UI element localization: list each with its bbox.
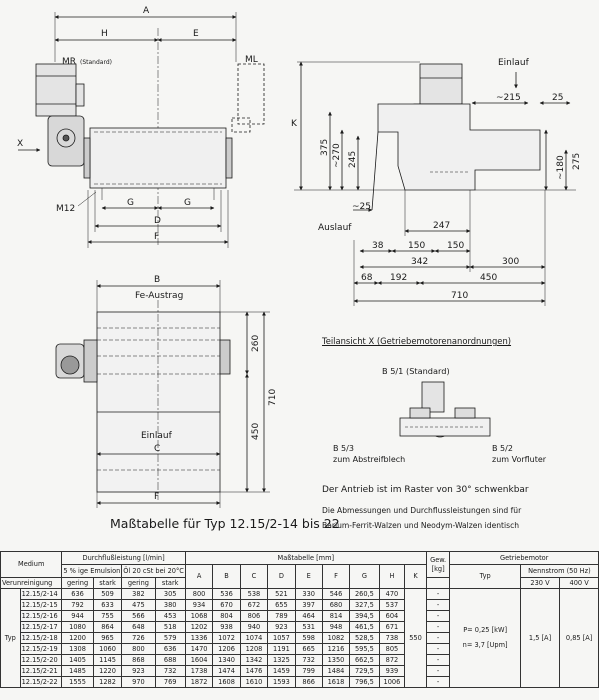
dim-300: 300 <box>502 257 520 267</box>
label-auslauf: Auslauf <box>318 223 352 233</box>
cell-e-g: 792 <box>62 600 93 611</box>
dim-F-top: F <box>154 492 160 502</box>
table-header-row-2 <box>1 565 599 578</box>
cell-o-g: 868 <box>122 655 155 666</box>
note-dims-line1: Die Abmessungen und Durchflussleistungen sind für <box>322 506 522 515</box>
cell-h: 939 <box>379 666 405 677</box>
header-col-A: A <box>185 565 212 589</box>
cell-e: 598 <box>295 633 322 644</box>
cell-f: 680 <box>322 600 349 611</box>
cell-medium: 12.15/2-14 <box>20 589 62 600</box>
cell-medium: 12.15/2-17 <box>20 622 62 633</box>
label-einlauf-top: Einlauf <box>141 431 172 441</box>
cell-a: 1470 <box>185 644 212 655</box>
cell-medium: 12.15/2-22 <box>20 677 62 688</box>
cell-e-s: 1220 <box>93 666 122 677</box>
cell-gew: - <box>426 611 450 622</box>
label-b52 <box>492 443 546 465</box>
cell-d: 1593 <box>268 677 295 688</box>
cell-c: 1342 <box>240 655 267 666</box>
side-view <box>294 62 576 306</box>
cell-g: 662,5 <box>350 655 379 666</box>
cell-medium: 12.15/2-16 <box>20 611 62 622</box>
cell-d: 1057 <box>268 633 295 644</box>
dim-25-bottom: ~25 <box>352 202 371 212</box>
cell-amp-400: 0,85 [A] <box>560 589 599 688</box>
dim-270: ~270 <box>332 143 342 168</box>
top-view <box>56 280 270 508</box>
cell-e-g: 1080 <box>62 622 93 633</box>
motor-speed: n= 3,7 [Upm] <box>462 641 508 649</box>
label-b52-code: B 5/2 <box>492 444 513 453</box>
cell-a: 934 <box>185 600 212 611</box>
typ-label: Typ <box>1 589 21 688</box>
dim-68: 68 <box>361 273 373 283</box>
header-col-E: E <box>295 565 322 589</box>
label-b51: B 5/1 (Standard) <box>382 366 450 376</box>
cell-h: 738 <box>379 633 405 644</box>
header-400v: 400 V <box>560 578 599 589</box>
cell-medium: 12.15/2-21 <box>20 666 62 677</box>
header-nennstrom: Nennstrom (50 Hz) <box>520 565 598 578</box>
cell-o-s: 636 <box>155 644 185 655</box>
cell-b: 670 <box>213 600 240 611</box>
header-col-B: B <box>213 565 240 589</box>
cell-c: 806 <box>240 611 267 622</box>
dim-H: H <box>101 29 108 39</box>
cell-g: 327,5 <box>350 600 379 611</box>
header-gew-unit: [kg] <box>431 564 445 573</box>
cell-e: 330 <box>295 589 322 600</box>
cell-e-g: 1555 <box>62 677 93 688</box>
dim-D: D <box>154 216 161 226</box>
partial-view-title: Teilansicht X (Getriebemotorenanordnungen) <box>322 336 512 346</box>
cell-g: 394,5 <box>350 611 379 622</box>
header-medium: Medium <box>1 552 62 578</box>
header-col-F: F <box>322 565 349 589</box>
header-col-C: C <box>240 565 267 589</box>
cell-d: 1191 <box>268 644 295 655</box>
cell-b: 804 <box>213 611 240 622</box>
dim-C: C <box>154 444 161 454</box>
cell-d: 655 <box>268 600 295 611</box>
cell-o-g: 800 <box>122 644 155 655</box>
cell-o-g: 970 <box>122 677 155 688</box>
cell-g: 461,5 <box>350 622 379 633</box>
dim-150-a: 150 <box>408 241 426 251</box>
header-oel-stark: stark <box>155 578 185 589</box>
cell-c: 1610 <box>240 677 267 688</box>
cell-g: 595,5 <box>350 644 379 655</box>
cell-e-g: 1200 <box>62 633 93 644</box>
cell-a: 1336 <box>185 633 212 644</box>
dim-245: 245 <box>348 150 358 168</box>
cell-motor-type <box>450 589 520 688</box>
cell-h: 470 <box>379 589 405 600</box>
dim-B: B <box>154 275 161 285</box>
dim-180: ~180 <box>556 155 566 180</box>
cell-o-s: 380 <box>155 600 185 611</box>
cell-gew: - <box>426 589 450 600</box>
cell-e-g: 1485 <box>62 666 93 677</box>
cell-h: 872 <box>379 655 405 666</box>
cell-b: 1340 <box>213 655 240 666</box>
header-230v: 230 V <box>520 578 559 589</box>
cell-e-s: 1282 <box>93 677 122 688</box>
cell-d: 1459 <box>268 666 295 677</box>
cell-o-g: 475 <box>122 600 155 611</box>
cell-g: 528,5 <box>350 633 379 644</box>
cell-e: 799 <box>295 666 322 677</box>
cell-e-g: 944 <box>62 611 93 622</box>
cell-b: 1072 <box>213 633 240 644</box>
cell-g: 796,5 <box>350 677 379 688</box>
header-masstabelle: Maßtabelle [mm] <box>185 552 426 565</box>
cell-d: 521 <box>268 589 295 600</box>
dim-260: 260 <box>251 334 261 352</box>
table-row <box>1 589 599 600</box>
cell-medium: 12.15/2-18 <box>20 633 62 644</box>
cell-o-s: 732 <box>155 666 185 677</box>
cell-f: 1216 <box>322 644 349 655</box>
dimension-table <box>0 551 599 688</box>
header-emulsion: 5 % ige Emulsion <box>62 565 122 578</box>
header-gew-label: Gew. <box>430 555 447 564</box>
note-rotation: Der Antrieb ist im Raster von 30° schwenkbar <box>322 485 529 495</box>
cell-e: 397 <box>295 600 322 611</box>
note-dims-line2: Barium-Ferrit-Walzen und Neodym-Walzen identisch <box>322 521 520 530</box>
header-emul-gering: gering <box>62 578 93 589</box>
cell-o-g: 923 <box>122 666 155 677</box>
cell-f: 546 <box>322 589 349 600</box>
cell-e-s: 965 <box>93 633 122 644</box>
cell-f: 1082 <box>322 633 349 644</box>
dim-38: 38 <box>372 241 384 251</box>
cell-a: 1202 <box>185 622 212 633</box>
header-oel: Öl 20 cSt bei 20°C <box>122 565 186 578</box>
cell-o-s: 518 <box>155 622 185 633</box>
header-gew-blank <box>426 578 450 589</box>
header-durchfluss: Durchflußleistung [l/min] <box>62 552 185 565</box>
cell-b: 1206 <box>213 644 240 655</box>
cell-gew: - <box>426 644 450 655</box>
cell-e-s: 1145 <box>93 655 122 666</box>
dim-375: 375 <box>320 138 330 156</box>
cell-d: 1325 <box>268 655 295 666</box>
cell-gew: - <box>426 655 450 666</box>
dim-A: A <box>143 6 150 16</box>
cell-d: 789 <box>268 611 295 622</box>
cell-gew: - <box>426 600 450 611</box>
cell-e: 732 <box>295 655 322 666</box>
table-header-row-1 <box>1 552 599 565</box>
cell-medium: 12.15/2-20 <box>20 655 62 666</box>
cell-a: 1068 <box>185 611 212 622</box>
cell-e-s: 864 <box>93 622 122 633</box>
cell-c: 1476 <box>240 666 267 677</box>
dim-215: ~215 <box>496 93 521 103</box>
header-typ: Typ <box>450 565 520 589</box>
cell-o-s: 453 <box>155 611 185 622</box>
header-col-D: D <box>268 565 295 589</box>
cell-a: 1872 <box>185 677 212 688</box>
cell-e: 665 <box>295 644 322 655</box>
front-view <box>18 12 264 248</box>
cell-e-s: 633 <box>93 600 122 611</box>
cell-e-g: 636 <box>62 589 93 600</box>
cell-d: 923 <box>268 622 295 633</box>
dim-G-left: G <box>127 198 134 208</box>
dim-F: F <box>154 232 160 242</box>
cell-f: 814 <box>322 611 349 622</box>
dim-710-top: 710 <box>268 388 278 406</box>
cell-f: 1350 <box>322 655 349 666</box>
table-title: Maßtabelle für Typ 12.15/2-14 bis 22 <box>110 516 340 531</box>
partial-view-sketches <box>400 382 490 437</box>
cell-a: 1604 <box>185 655 212 666</box>
cell-e-s: 755 <box>93 611 122 622</box>
label-ML: ML <box>245 55 258 65</box>
dim-342: 342 <box>411 257 429 267</box>
cell-k: 550 <box>405 589 427 688</box>
cell-f: 948 <box>322 622 349 633</box>
header-emul-stark: stark <box>93 578 122 589</box>
cell-h: 537 <box>379 600 405 611</box>
cell-o-g: 648 <box>122 622 155 633</box>
cell-e-g: 1405 <box>62 655 93 666</box>
cell-f: 1484 <box>322 666 349 677</box>
cell-medium: 12.15/2-15 <box>20 600 62 611</box>
header-gew <box>426 552 450 578</box>
cell-c: 940 <box>240 622 267 633</box>
cell-g: 260,5 <box>350 589 379 600</box>
label-b52-desc: zum Vorfluter <box>492 455 547 464</box>
label-b53-desc: zum Abstreifblech <box>333 455 406 464</box>
dim-450-top: 450 <box>251 422 261 440</box>
cell-e: 866 <box>295 677 322 688</box>
label-fe-austrag: Fe-Austrag <box>135 291 184 301</box>
cell-a: 1738 <box>185 666 212 677</box>
cell-b: 1474 <box>213 666 240 677</box>
label-b53-code: B 5/3 <box>333 444 354 453</box>
dim-25-top: 25 <box>552 93 564 103</box>
cell-o-s: 769 <box>155 677 185 688</box>
motor-power: P= 0,25 [kW] <box>463 626 508 634</box>
cell-amp-230: 1,5 [A] <box>520 589 559 688</box>
cell-e-s: 1060 <box>93 644 122 655</box>
dim-710: 710 <box>451 291 469 301</box>
dim-247: 247 <box>433 221 451 231</box>
header-verunreinigung: Verunreinigung <box>1 578 62 589</box>
header-col-H: H <box>379 565 405 589</box>
cell-gew: - <box>426 666 450 677</box>
cell-c: 672 <box>240 600 267 611</box>
cell-h: 1006 <box>379 677 405 688</box>
cell-c: 1074 <box>240 633 267 644</box>
header-col-G: G <box>350 565 379 589</box>
cell-a: 800 <box>185 589 212 600</box>
cell-c: 1208 <box>240 644 267 655</box>
cell-h: 671 <box>379 622 405 633</box>
cell-e-g: 1308 <box>62 644 93 655</box>
dim-275: 275 <box>572 152 582 170</box>
cell-o-g: 566 <box>122 611 155 622</box>
label-X: X <box>17 139 24 149</box>
dim-150-b: 150 <box>447 241 465 251</box>
dim-E: E <box>193 29 199 39</box>
cell-o-g: 726 <box>122 633 155 644</box>
cell-b: 536 <box>213 589 240 600</box>
label-einlauf-side: Einlauf <box>498 58 529 68</box>
header-getriebemotor: Getriebemotor <box>450 552 599 565</box>
cell-e: 531 <box>295 622 322 633</box>
cell-gew: - <box>426 622 450 633</box>
cell-medium: 12.15/2-19 <box>20 644 62 655</box>
cell-h: 805 <box>379 644 405 655</box>
label-b53 <box>333 443 405 465</box>
label-MR: MR <box>62 57 77 67</box>
cell-h: 604 <box>379 611 405 622</box>
cell-e-s: 509 <box>93 589 122 600</box>
cell-o-s: 579 <box>155 633 185 644</box>
cell-gew: - <box>426 677 450 688</box>
header-col-K: K <box>405 565 427 589</box>
dim-450: 450 <box>480 273 498 283</box>
cell-b: 1608 <box>213 677 240 688</box>
cell-e: 464 <box>295 611 322 622</box>
label-MR-standard: (Standard) <box>80 59 112 66</box>
dim-G-right: G <box>184 198 191 208</box>
cell-gew: - <box>426 633 450 644</box>
cell-f: 1618 <box>322 677 349 688</box>
cell-c: 538 <box>240 589 267 600</box>
cell-o-g: 382 <box>122 589 155 600</box>
cell-o-s: 305 <box>155 589 185 600</box>
dim-192: 192 <box>390 273 408 283</box>
cell-o-s: 688 <box>155 655 185 666</box>
dim-K: K <box>291 119 297 129</box>
label-M12: M12 <box>56 204 76 214</box>
cell-g: 729,5 <box>350 666 379 677</box>
header-oel-gering: gering <box>122 578 155 589</box>
cell-b: 938 <box>213 622 240 633</box>
